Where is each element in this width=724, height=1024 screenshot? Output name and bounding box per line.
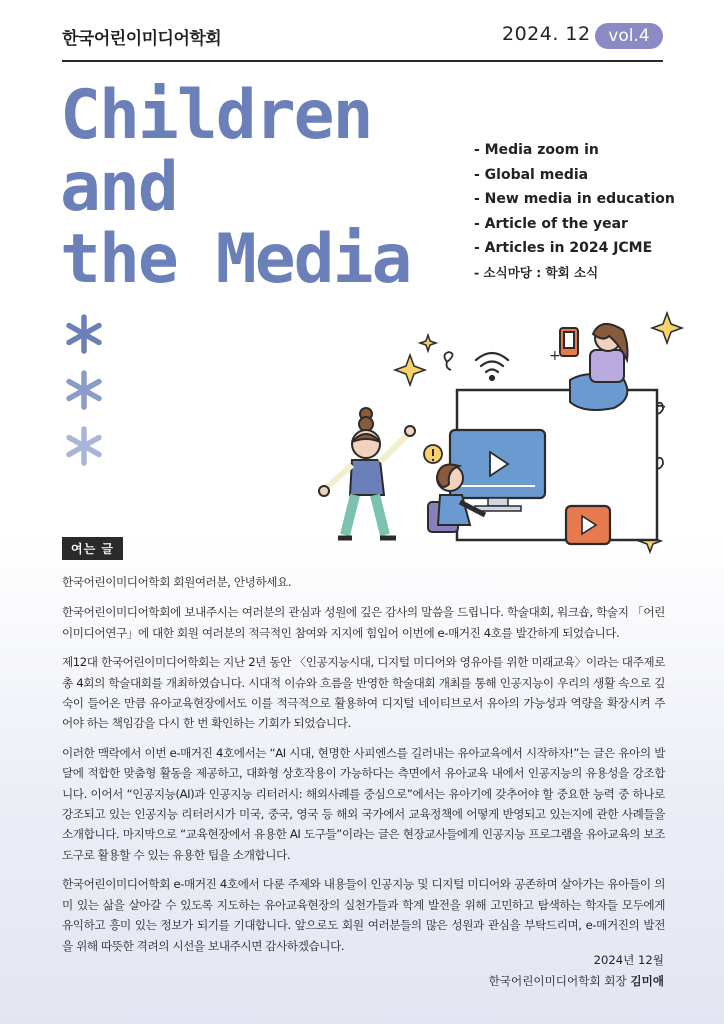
contents-item: - Media zoom in xyxy=(474,142,599,158)
letter-signer xyxy=(489,971,664,992)
signature-block xyxy=(489,950,664,992)
svg-text:+: + xyxy=(549,348,561,364)
contents-item: - Articles in 2024 JCME xyxy=(474,240,653,257)
signer-name: 김미애 xyxy=(630,974,664,988)
letter-paragraph: 한국어린이미디어학회 e-매거진 4호에서 다룬 주제와 내용들이 인공지능 및 디지털 미디어와 공존하며 살아가는 유아들이 의미 있는 삶을 살아갈 수 있도록 지도하는 유아교육현장의 실천가들과 학계 발전을 위해 고민하고 탐색하는 학자들 모두에게 유익하고 흥미 있는 정보가 되기를 기대합니다. 앞으로도 회원 여러분들의 많은 성원과 관심을 부탁드리며, e-매거진의 발전을 위해 따뜻한 격려의 시선을 보내주시면 감사하겠습니다. xyxy=(62,877,665,953)
letter-greeting: 한국어린이미디어학회 회원여러분, 안녕하세요. xyxy=(62,575,292,589)
wifi-icon xyxy=(476,353,508,380)
title-line-2: and xyxy=(60,148,177,227)
opening-letter xyxy=(62,572,665,965)
letter-date: 2024년 12월 xyxy=(593,953,664,967)
title-line-1: Children xyxy=(60,76,372,155)
letter-paragraph: 이러한 맥락에서 이번 e-매거진 4호에서는 “AI 시대, 현명한 사피엔스를 길러내는 유아교육에서 시작하자!”는 글은 유아의 발달에 적합한 맞춤형 활동을 제공하고, 대화형 상호작용이 가능하다는 측면에서 유아교육 내에서 인공지능의 유용성을 강조합니다. 이어서 “인공지능(AI)과 인공지능 리터러시: 해외사례를 중심으로”에서는 유아기에 갖추어야 할 중요한 능력 중 하나로 강조되고 있는 인공지능 리터러시가 미국, 중국, 영국 등 해외 국가에서 교육정책에 어떻게 반영되고 있는지에 관한 사례들을 소개합니다. 마지막으로 “교육현장에서 유용한 AI 도구들”이라는 글은 현장교사들에게 인공지능 프로그램을 유아교육의 보조도구로 활용할 수 있는 유용한 팁을 소개합니다. xyxy=(62,745,665,862)
contents-item: - Global media xyxy=(474,166,589,183)
section-tag: 여는 글 xyxy=(62,537,123,560)
magazine-title xyxy=(60,76,411,299)
contents-item: - Article of the year xyxy=(474,215,628,232)
title-line-3: the Media xyxy=(60,220,411,299)
asterisk-decoration-icon xyxy=(62,314,106,474)
header-divider xyxy=(62,60,663,62)
org-name: 한국어린이미디어학회 xyxy=(62,29,222,49)
volume-badge: vol.4 xyxy=(595,23,663,49)
letter-paragraph: 제12대 한국어린이미디어학회는 지난 2년 동안 〈인공지능시대, 디지털 미디어와 영유아를 위한 미래교육〉이라는 대주제로 총 4회의 학술대회를 개최하였습니다. 시대적 이슈와 흐름을 반영한 학술대회 개최를 통해 인공지능이 우리의 생활 속으로 깊숙이 들어온 만큼 유아교육현장에서도 이를 적극적으로 활용하여 디지털 네이티브로서 유아의 가능성과 역량을 확장시켜 주어야 하는 책임감을 다시 한 번 확인하는 기회가 되었습니다. xyxy=(62,655,665,731)
contents-item: - New media in education xyxy=(474,191,675,208)
letter-paragraph: 한국어린이미디어학회에 보내주시는 여러분의 관심과 성원에 깊은 감사의 말씀을 드립니다. 학술대회, 워크숍, 학술지 「어린이미디어연구」에 대한 회원 여러분의 적극적인 참여와 지지에 힘입어 이번에 e-매거진 4호를 발간하게 되었습니다. xyxy=(62,605,665,640)
standing-child xyxy=(319,408,415,538)
contents-list xyxy=(474,138,675,286)
contents-item: - 소식마당 : 학회 소식 xyxy=(474,264,599,280)
child-with-phone xyxy=(560,324,628,410)
signer-title: 한국어린이미디어학회 회장 xyxy=(488,974,631,988)
issue-date: 2024. 12 xyxy=(502,23,591,45)
children-media-illustration xyxy=(300,310,700,560)
